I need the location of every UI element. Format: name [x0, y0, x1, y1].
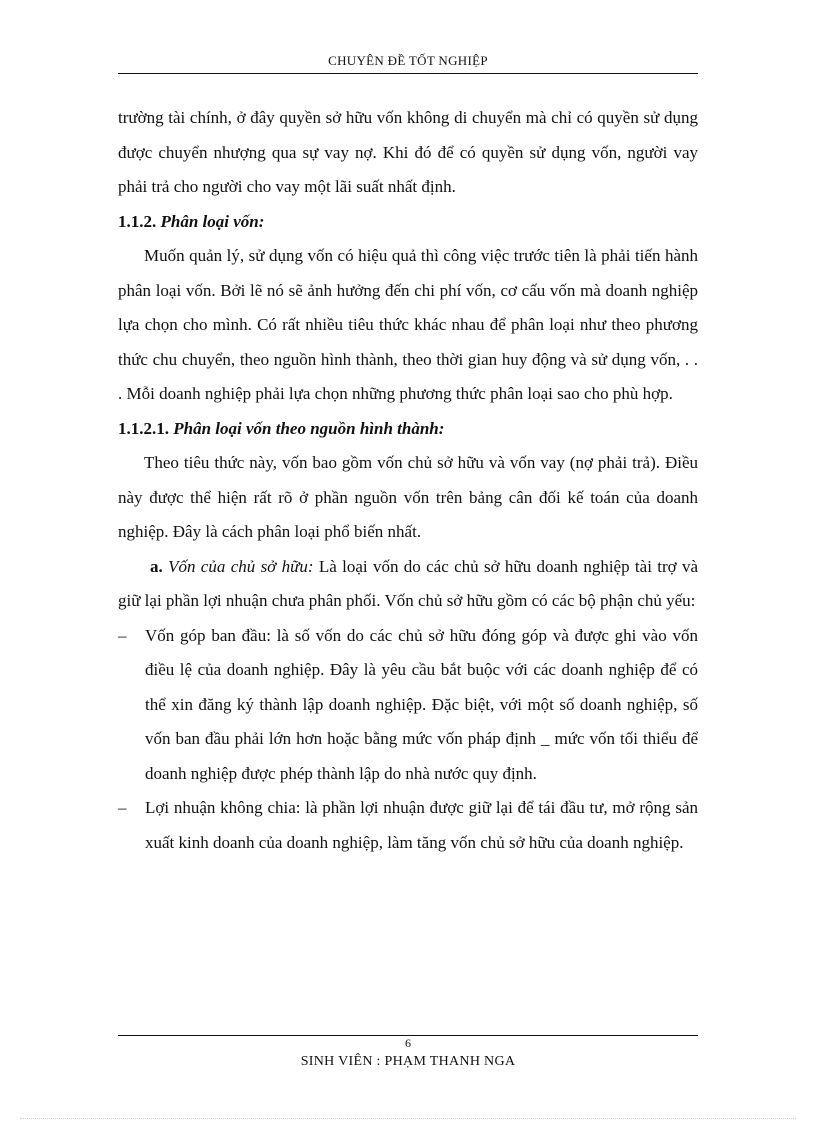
dash-bullet: –	[118, 798, 127, 817]
list-item	[118, 619, 698, 792]
section-heading-1-1-2-1	[118, 412, 698, 447]
section-title: Phân loại vốn theo nguồn hình thành:	[173, 418, 445, 438]
section-title: Phân loại vốn:	[160, 211, 265, 231]
page-bottom-dotted-border	[20, 1118, 796, 1119]
page-footer-student: SINH VIÊN : PHẠM THANH NGA	[300, 1054, 516, 1069]
item-text: Là loại vốn do các chủ sở hữu doanh nghiệp tài trợ và giữ lại phần lợi nhuận chưa phân phối. Vốn chủ sở hữu gồm có các bộ phận chủ yếu:	[118, 556, 699, 610]
section-heading-1-1-2	[118, 205, 698, 240]
section-number: 1.1.2.	[118, 211, 161, 231]
header-divider	[118, 73, 698, 74]
paragraph-phan-loai: Muốn quản lý, sử dụng vốn có hiệu quả thì công việc trước tiên là phải tiến hành phân loại vốn. Bởi lẽ nó sẽ ảnh hưởng đến chi phí vốn, cơ cấu vốn mà doanh nghiệp lựa chọn cho mình. Có rất nhiều tiêu thức khác nhau để phân loại như theo phương thức chu chuyển, theo nguồn hình thành, theo thời gian huy động và sử dụng vốn, . . . Mỗi doanh nghiệp phải lựa chọn những phương thức phân loại sao cho phù hợp.	[118, 246, 698, 403]
list-item	[118, 791, 698, 860]
list-item-text: Lợi nhuận không chia: là phần lợi nhuận được giữ lại để tái đầu tư, mở rộng sản xuất kinh doanh của doanh nghiệp, làm tăng vốn chủ sở hữu của doanh nghiệp.	[145, 798, 698, 852]
item-title: Vốn của chủ sở hữu:	[168, 556, 314, 576]
section-number: 1.1.2.1.	[118, 418, 174, 438]
page-number: 6	[405, 1036, 411, 1050]
paragraph-intro: trường tài chính, ở đây quyền sở hữu vốn không di chuyển mà chỉ có quyền sử dụng được chuyển nhượng qua sự vay nợ. Khi đó để có quyền sử dụng vốn, người vay phải trả cho người cho vay một lãi suất nhất định.	[118, 108, 698, 196]
paragraph-tieu-thuc: Theo tiêu thức này, vốn bao gồm vốn chủ sở hữu và vốn vay (nợ phải trả). Điều này được thể hiện rất rõ ở phần nguồn vốn trên bảng cân đối kế toán của doanh nghiệp. Đây là cách phân loại phổ biến nhất.	[118, 453, 698, 541]
item-label: a.	[150, 556, 163, 576]
paragraph-von-chu-so-huu	[118, 550, 698, 619]
dash-bullet: –	[118, 625, 127, 645]
document-body	[118, 101, 698, 860]
list-item-text: Vốn góp ban đầu: là số vốn do các chủ sở hữu đóng góp và được ghi vào vốn điều lệ của doanh nghiệp. Đây là yêu cầu bắt buộc với các doanh nghiệp để có thể xin đăng ký thành lập doanh nghiệp. Đặc biệt, với một số doanh nghiệp, số vốn ban đầu phải lớn hơn hoặc bằng mức vốn pháp định _ mức vốn tối thiểu để doanh nghiệp được phép thành lập do nhà nước quy định.	[145, 625, 698, 783]
page-header-title: CHUYÊN ĐỀ TỐT NGHIỆP	[328, 53, 488, 68]
